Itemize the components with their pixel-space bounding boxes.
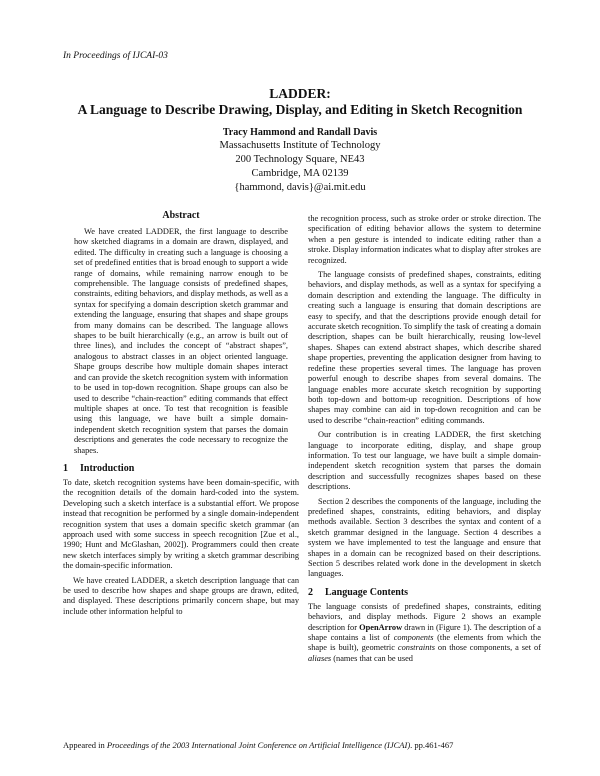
paper-title-line1: LADDER: <box>269 86 331 101</box>
section-2-text-c: (the elements from which the shape is built), geometric <box>308 633 541 653</box>
footer-citation <box>63 740 543 751</box>
abstract-body: We have created LADDER, the first language to describe how sketched diagrams in a domain are drawn, displayed, and edited. The difficulty in creating such a language is choosing a set of predefined entities that is broad enough to support a wide range of domains, while remaining narrow enough to be comprehensible. The language consists of predefined shapes, constraints, editing behaviors, and display methods, as well as a syntax for specifying a domain description sketch grammar and extending the language, ensuring that shapes and shape groups from many domains can be described. The language allows shapes to be built hierarchically (e.g., an arrow is built out of three lines), and includes the concept of “abstract shapes”, analogous to abstract classes in an object oriented language. Shape groups describe how multiple domain shapes interact and can provide the sketch recognition system with information to be used in top-down recognition. Shape groups can also be used to describe “chain-reaction” editing commands that effect multiple shapes at once. To test that recognition is feasible using this language, we have built a simple domain-independent sketch recognition system that parses the domain descriptions and generates the code necessary to recognize the shapes. <box>74 227 288 455</box>
footer-suffix: . pp.461-467 <box>410 740 454 750</box>
section-1-number: 1 <box>63 462 68 474</box>
right-para-continued: the recognition process, such as stroke order or stroke direction. The specification of editing behavior allows the system to determine when a pen gesture is intended to indicate editing rather than a stroke. Display information indicates what to display after strokes are recognized. <box>308 214 541 265</box>
footer-venue: Proceedings of the 2003 International Joint Conference on Artificial Intelligence (IJCAI) <box>106 740 411 750</box>
section-2-text-b: drawn in (Figure 1). The description of a shape contains a list of <box>308 622 541 643</box>
left-column <box>63 209 299 617</box>
affiliation-city: Cambridge, MA 02139 <box>251 168 349 179</box>
section-1-para-1: To date, sketch recognition systems have been domain-specific, with the recognition details of the domain hard-coded into the system. Developing such a sketch interface is a substantial effort. We propose instead that recognition be performed by a single domain-independent recognition system that uses a domain specific sketch grammar (an approach used with some success in speech recognition [Zue et al., 1990; Hunt and McGlashan, 2002]). Programmers could then create new sketch interfaces simply by writing a sketch grammar describing the domain-specific information. <box>63 477 299 571</box>
section-2-italic-aliases: aliases <box>308 653 332 663</box>
title-block <box>40 86 560 195</box>
section-2-text-e: (names that can be used <box>331 653 413 663</box>
right-para-language: The language consists of predefined shapes, constraints, editing behaviors, and display methods, as well as a syntax for specifying a domain description and extending the language. The difficulty in creating such a language is ensuring that domain descriptions are easy to specify, and that the descriptions provide enough detail for accurate sketch recognition. To simplify the task of creating a domain description, shapes can be built hierarchically, reusing low-level shapes. Shapes can extend abstract shapes, which describe shared shape properties, preventing the application designer from having to redefine these properties several times. The language has proven powerful enough to describe shapes from several domains. The language enables more accurate sketch recognition by supporting both top-down and bottom-up recognition. Descriptions of how shapes may combine can aid in top-down recognition and can be used to describe “chain-reaction” editing commands. <box>308 270 541 425</box>
section-1-para-2: We have created LADDER, a sketch description language that can be used to describe how shapes and shape groups are drawn, edited, and displayed. These descriptions primarily concern shape, but may include other information helpful to <box>63 575 299 616</box>
right-para-contribution: Our contribution is in creating LADDER, the first sketching language to incorporate editing, display, and shape group information. To test our language, we have built a simple domain-independent sketch recognition system that parses the domain description and successfully recognizes shapes based on these descriptions. <box>308 430 541 492</box>
affiliation-institution: Massachusetts Institute of Technology <box>219 140 381 151</box>
authors: Tracy Hammond and Randall Davis <box>222 127 378 138</box>
section-1-title: Introduction <box>80 462 135 474</box>
right-column <box>308 214 541 664</box>
section-2-italic-components: components <box>393 633 434 643</box>
section-2-bold-term: OpenArrow <box>359 622 403 632</box>
affiliation-email: {hammond, davis}@ai.mit.edu <box>234 182 366 193</box>
section-2-text-a: The language consists of predefined shapes, constraints, editing behaviors, and display methods. Figure 2 shows an example description for <box>308 601 541 632</box>
section-2-title: Language Contents <box>325 586 409 598</box>
section-2-number: 2 <box>308 586 313 598</box>
abstract-heading: Abstract <box>162 210 200 221</box>
section-2-italic-constraints: constraints <box>397 643 435 653</box>
section-2-heading <box>308 586 541 599</box>
paper-title-line2: A Language to Describe Drawing, Display, and Editing in Sketch Recognition <box>77 102 523 117</box>
header-note: In Proceedings of IJCAI-03 <box>63 51 168 61</box>
section-2-text-d: on those components, a set of <box>434 643 541 653</box>
section-1-heading <box>63 462 299 475</box>
section-2-para <box>308 602 541 664</box>
affiliation-street: 200 Technology Square, NE43 <box>235 154 365 165</box>
right-para-outline: Section 2 describes the components of the language, including the predefined shapes, constraints, editing behaviors, and display methods available. Section 3 describes the syntax and content of a sketch grammar designed in the language. Section 4 describes a system we have implemented to test the language and ensure that shapes in a domain can be recognized based on their descriptions. Section 5 describes related work done in the development in sketch languages. <box>308 496 541 579</box>
footer-prefix: Appeared in <box>63 740 107 750</box>
